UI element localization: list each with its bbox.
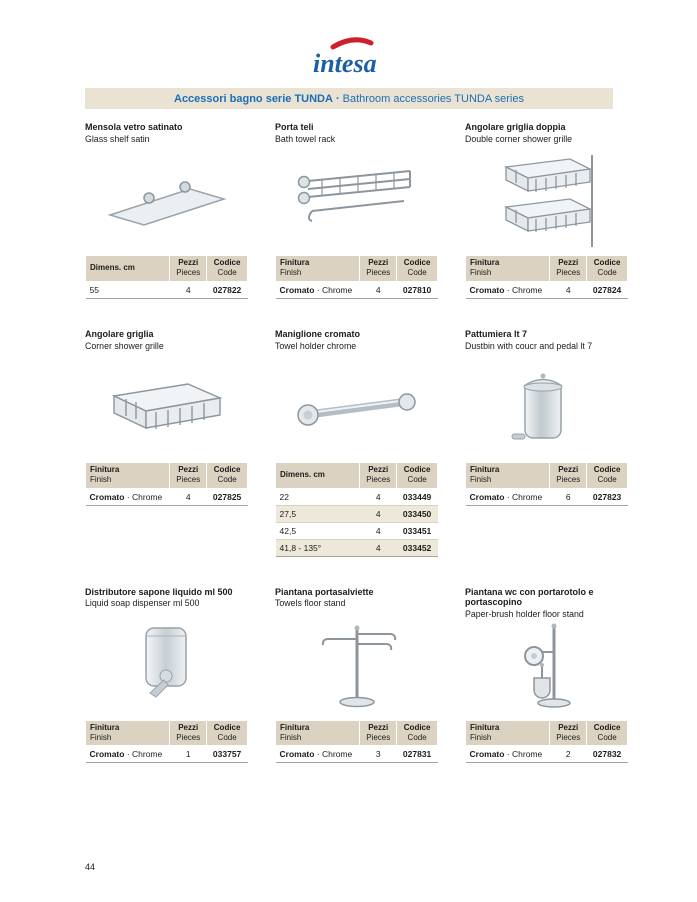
product-subtitle: Corner shower grille [85, 340, 164, 351]
page-number: 44 [85, 862, 96, 872]
towel-stand-image [275, 614, 438, 718]
col-header-code: Codice Code [207, 720, 248, 746]
product-spec-table [275, 462, 438, 557]
col-header-finish: Finitura Finish [466, 720, 550, 746]
product-title: Mensola vetro satinato [85, 122, 183, 132]
product-grid [85, 122, 630, 763]
product-card-towel-stand [275, 587, 438, 764]
spec-row: 41,8 - 135° 4 033452 [276, 539, 438, 556]
spec-row: Cromato · Chrome 6 027823 [466, 488, 628, 505]
product-spec-table [275, 255, 438, 299]
product-spec-table [465, 720, 628, 764]
product-subtitle: Bath towel rack [275, 133, 336, 144]
col-header-finish: Finitura Finish [86, 462, 170, 488]
col-header-finish: Finitura Finish [466, 462, 550, 488]
col-header-pieces: Pezzi Pieces [170, 462, 207, 488]
product-card-towel-holder [275, 329, 438, 557]
col-header-finish: Finitura Finish [466, 256, 550, 282]
product-spec-table [275, 720, 438, 764]
col-header-dimensions: Dimens. cm [276, 462, 360, 488]
product-title-block [465, 586, 628, 620]
col-header-finish: Finitura Finish [276, 256, 360, 282]
logo-text: intesa [312, 49, 377, 78]
product-title: Piantana wc con portarotolo e portascopino [465, 586, 594, 608]
product-title: Piantana portasalviette [275, 586, 374, 597]
pedal-bin-image [465, 356, 628, 460]
product-title-block [465, 329, 628, 356]
col-header-code: Codice Code [397, 462, 438, 488]
col-header-code: Codice Code [207, 256, 248, 282]
col-header-code: Codice Code [587, 256, 628, 282]
spec-row: Cromato · Chrome 4 027810 [276, 281, 438, 298]
product-subtitle: Towel holder chrome [275, 340, 357, 351]
product-title-block [275, 329, 438, 356]
product-subtitle: Glass shelf satin [85, 133, 150, 144]
col-header-code: Codice Code [587, 720, 628, 746]
product-title-block [275, 122, 438, 149]
col-header-dimensions: Dimens. cm [86, 256, 170, 282]
spec-row: Cromato · Chrome 2 027832 [466, 746, 628, 763]
product-title: Pattumiera lt 7 [465, 328, 528, 339]
soap-dispenser-image [85, 614, 248, 718]
product-spec-table [465, 255, 628, 299]
spec-row: Cromato · Chrome 1 033757 [86, 746, 248, 763]
product-subtitle: Paper-brush holder floor stand [465, 609, 584, 620]
spec-row: 42,5 4 033451 [276, 522, 438, 539]
product-title-block [85, 329, 248, 356]
col-header-code: Codice Code [397, 256, 438, 282]
product-title: Distributore sapone liquido ml 500 [85, 586, 233, 597]
product-spec-table [85, 462, 248, 506]
product-subtitle: Dustbin with coucr and pedal lt 7 [465, 340, 593, 351]
corner-grille-image [85, 356, 248, 460]
spec-row: Cromato · Chrome 3 027831 [276, 746, 438, 763]
spec-row: Cromato · Chrome 4 027825 [86, 488, 248, 505]
product-card-pedal-bin [465, 329, 628, 506]
product-title-block [465, 122, 628, 149]
paper-brush-stand-image [465, 614, 628, 718]
product-title: Maniglione cromato [275, 328, 361, 339]
col-header-code: Codice Code [397, 720, 438, 746]
product-title: Angolare griglia [85, 328, 154, 339]
series-title-separator: · [335, 92, 340, 105]
bath-towel-rack-image [275, 149, 438, 253]
col-header-finish: Finitura Finish [276, 720, 360, 746]
spec-row: 22 4 033449 [276, 488, 438, 505]
product-title-block [85, 587, 248, 614]
col-header-pieces: Pezzi Pieces [360, 720, 397, 746]
col-header-pieces: Pezzi Pieces [360, 256, 397, 282]
product-card-paper-brush-stand [465, 587, 628, 764]
product-title-block [85, 122, 248, 149]
intesa-logo-icon [303, 34, 395, 80]
spec-row: 55 4 027822 [86, 281, 248, 298]
product-card-glass-shelf [85, 122, 248, 299]
spec-row: 27,5 4 033450 [276, 505, 438, 522]
series-title-italian: Accessori bagno serie TUNDA [174, 92, 333, 105]
col-header-finish: Finitura Finish [86, 720, 170, 746]
col-header-pieces: Pezzi Pieces [170, 720, 207, 746]
double-corner-grille-image [465, 149, 628, 253]
col-header-pieces: Pezzi Pieces [550, 256, 587, 282]
brand-logo [0, 34, 697, 80]
col-header-pieces: Pezzi Pieces [170, 256, 207, 282]
product-card-corner-grille [85, 329, 248, 506]
col-header-pieces: Pezzi Pieces [550, 720, 587, 746]
col-header-pieces: Pezzi Pieces [360, 462, 397, 488]
towel-holder-image [275, 356, 438, 460]
product-subtitle: Liquid soap dispenser ml 500 [85, 598, 200, 609]
product-card-double-corner-grille [465, 122, 628, 299]
col-header-code: Codice Code [207, 462, 248, 488]
product-subtitle: Towels floor stand [275, 598, 346, 609]
product-spec-table [85, 255, 248, 299]
product-title: Angolare griglia doppia [465, 122, 566, 132]
product-spec-table [465, 462, 628, 506]
series-title-english: Bathroom accessories TUNDA series [342, 92, 524, 105]
product-spec-table [85, 720, 248, 764]
spec-row: Cromato · Chrome 4 027824 [466, 281, 628, 298]
col-header-code: Codice Code [587, 462, 628, 488]
product-subtitle: Double corner shower grille [465, 133, 573, 144]
col-header-pieces: Pezzi Pieces [550, 462, 587, 488]
product-card-towel-rack [275, 122, 438, 299]
series-header [85, 88, 613, 109]
product-card-soap-dispenser [85, 587, 248, 764]
product-title-block [275, 587, 438, 614]
glass-shelf-image [85, 149, 248, 253]
product-title: Porta teli [275, 122, 314, 132]
